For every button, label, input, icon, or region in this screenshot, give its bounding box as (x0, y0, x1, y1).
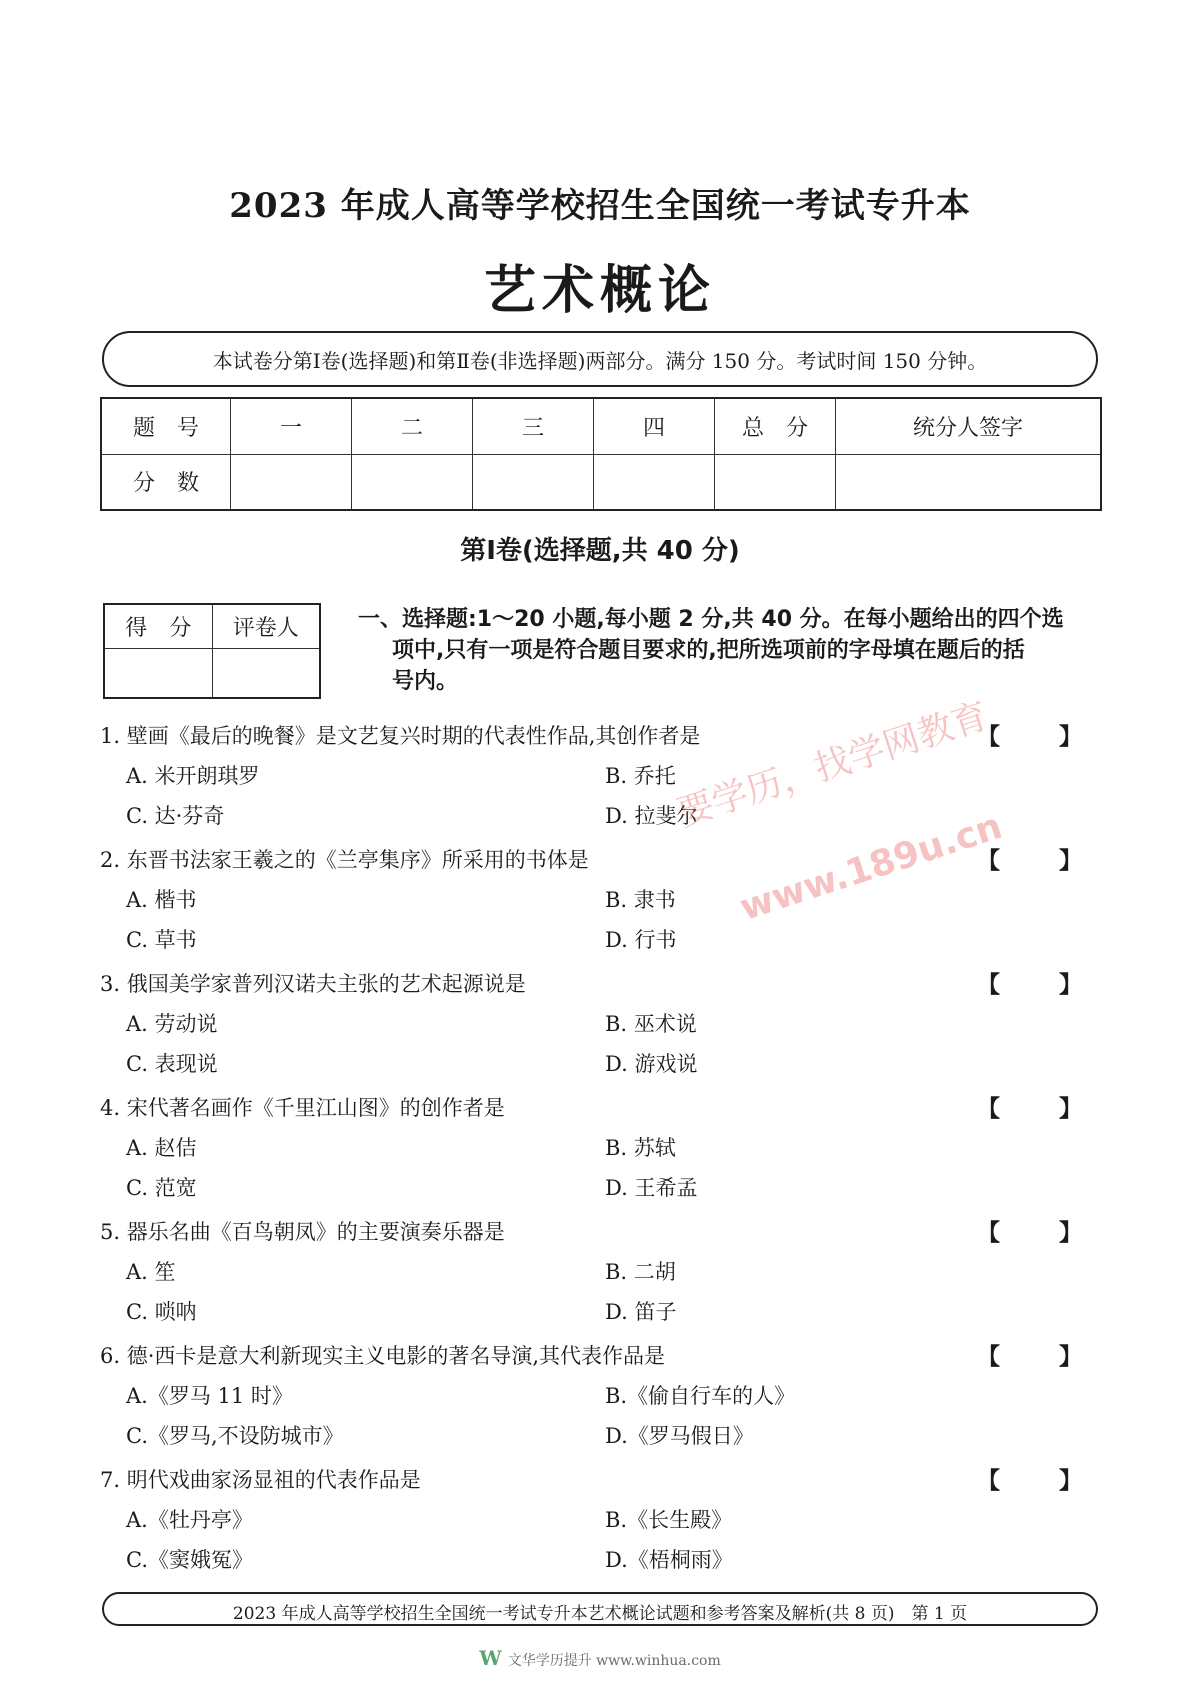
grader-name-cell (212, 648, 320, 698)
option-b: B. 苏轼 (605, 1136, 676, 1160)
score-cell-total: 总 分 (715, 398, 836, 454)
option-c: C.《窦娥冤》 (126, 1548, 253, 1572)
notice-text: 本试卷分第Ⅰ卷(选择题)和第Ⅱ卷(非选择题)两部分。满分 150 分。考试时间 150 分钟。 (212, 349, 988, 373)
subject-title: 艺术概论 (483, 261, 716, 321)
option-a: A. 赵佶 (126, 1136, 197, 1160)
score-value-cell (594, 454, 715, 510)
option-c: C.《罗马,不设防城市》 (126, 1424, 344, 1448)
answer-bracket[interactable]: 【 】 (977, 1467, 1100, 1494)
question-5 (100, 1212, 1100, 1248)
question-4 (100, 1088, 1100, 1124)
score-table (100, 397, 1102, 511)
question-stem: 7. 明代戏曲家汤显祖的代表作品是 (100, 1468, 421, 1492)
option-c: C. 达·芬奇 (126, 804, 225, 828)
option-a: A. 劳动说 (126, 1012, 218, 1036)
option-d: D. 游戏说 (605, 1052, 698, 1076)
score-cell-3: 三 (473, 398, 594, 454)
answer-bracket[interactable]: 【 】 (977, 847, 1100, 874)
score-value-cell (473, 454, 594, 510)
question-3 (100, 964, 1100, 1000)
question-stem: 5. 器乐名曲《百鸟朝凤》的主要演奏乐器是 (100, 1220, 505, 1244)
option-a: A. 楷书 (126, 888, 197, 912)
answer-bracket[interactable]: 【 】 (977, 1095, 1100, 1122)
option-b: B. 乔托 (605, 764, 676, 788)
option-c: C. 表现说 (126, 1052, 218, 1076)
score-value-cell (352, 454, 473, 510)
option-a: A. 米开朗琪罗 (126, 764, 260, 788)
footer-text: 2023 年成人高等学校招生全国统一考试专升本艺术概论试题和参考答案及解析(共 8 页) 第 1 页 (232, 1604, 968, 1624)
option-a: A.《牡丹亭》 (126, 1508, 253, 1532)
score-table-value-row (101, 454, 1101, 510)
site-credit-text: 文华学历提升 www.winhua.com (507, 1653, 721, 1669)
option-d: D. 拉斐尔 (605, 804, 698, 828)
instruction-line: 号内。 (392, 669, 459, 694)
question-6 (100, 1336, 1100, 1372)
option-a: A.《罗马 11 时》 (126, 1384, 293, 1408)
answer-bracket[interactable]: 【 】 (977, 723, 1100, 750)
option-b: B. 隶书 (605, 888, 676, 912)
option-d: D. 王希孟 (605, 1176, 698, 1200)
section-instruction (358, 604, 1098, 697)
option-b: B.《长生殿》 (605, 1508, 733, 1532)
answer-bracket[interactable]: 【 】 (977, 1343, 1100, 1370)
option-c: C. 范宽 (126, 1176, 197, 1200)
question-stem: 6. 德·西卡是意大利新现实主义电影的著名导演,其代表作品是 (100, 1344, 666, 1368)
option-d: D.《罗马假日》 (605, 1424, 754, 1448)
option-b: B.《偷自行车的人》 (605, 1384, 796, 1408)
question-stem: 4. 宋代著名画作《千里江山图》的创作者是 (100, 1096, 505, 1120)
score-cell-4: 四 (594, 398, 715, 454)
site-credit (0, 1646, 1200, 1670)
grader-table (103, 603, 321, 699)
question-7 (100, 1460, 1100, 1496)
instruction-line: 项中,只有一项是符合题目要求的,把所选项前的字母填在题后的括 (392, 638, 1025, 663)
grader-score-label: 得 分 (104, 604, 212, 648)
watermark-slogan: 要学历，找学网教育 (672, 695, 994, 835)
option-c: C. 唢呐 (126, 1300, 197, 1324)
score-value-cell (836, 454, 1102, 510)
option-d: D.《梧桐雨》 (605, 1548, 733, 1572)
option-d: D. 笛子 (605, 1300, 677, 1324)
grader-score-cell (104, 648, 212, 698)
score-row-label: 分 数 (101, 454, 231, 510)
site-logo-icon: W (479, 1646, 502, 1670)
option-c: C. 草书 (126, 928, 197, 952)
instruction-line: 一、选择题:1～20 小题,每小题 2 分,共 40 分。在每小题给出的四个选 (358, 607, 1064, 632)
question-stem: 1. 壁画《最后的晚餐》是文艺复兴时期的代表性作品,其创作者是 (100, 724, 701, 748)
watermark-url: www.189u.cn (735, 805, 1007, 929)
footer-box (102, 1592, 1098, 1626)
grader-name-label: 评卷人 (212, 604, 320, 648)
score-cell-2: 二 (352, 398, 473, 454)
question-stem: 2. 东晋书法家王羲之的《兰亭集序》所采用的书体是 (100, 848, 589, 872)
score-cell-1: 一 (231, 398, 352, 454)
option-b: B. 二胡 (605, 1260, 676, 1284)
score-cell-signature: 统分人签字 (836, 398, 1102, 454)
question-stem: 3. 俄国美学家普列汉诺夫主张的艺术起源说是 (100, 972, 526, 996)
answer-bracket[interactable]: 【 】 (977, 1219, 1100, 1246)
score-value-cell (231, 454, 352, 510)
score-cell-label: 题 号 (101, 398, 231, 454)
score-value-cell (715, 454, 836, 510)
section-title: 第Ⅰ卷(选择题,共 40 分) (460, 536, 740, 566)
exam-title: 2023 年成人高等学校招生全国统一考试专升本 (229, 186, 971, 226)
notice-box (102, 331, 1098, 387)
score-table-header-row (101, 398, 1101, 454)
answer-bracket[interactable]: 【 】 (977, 971, 1100, 998)
option-d: D. 行书 (605, 928, 677, 952)
option-b: B. 巫术说 (605, 1012, 697, 1036)
option-a: A. 笙 (126, 1260, 176, 1284)
